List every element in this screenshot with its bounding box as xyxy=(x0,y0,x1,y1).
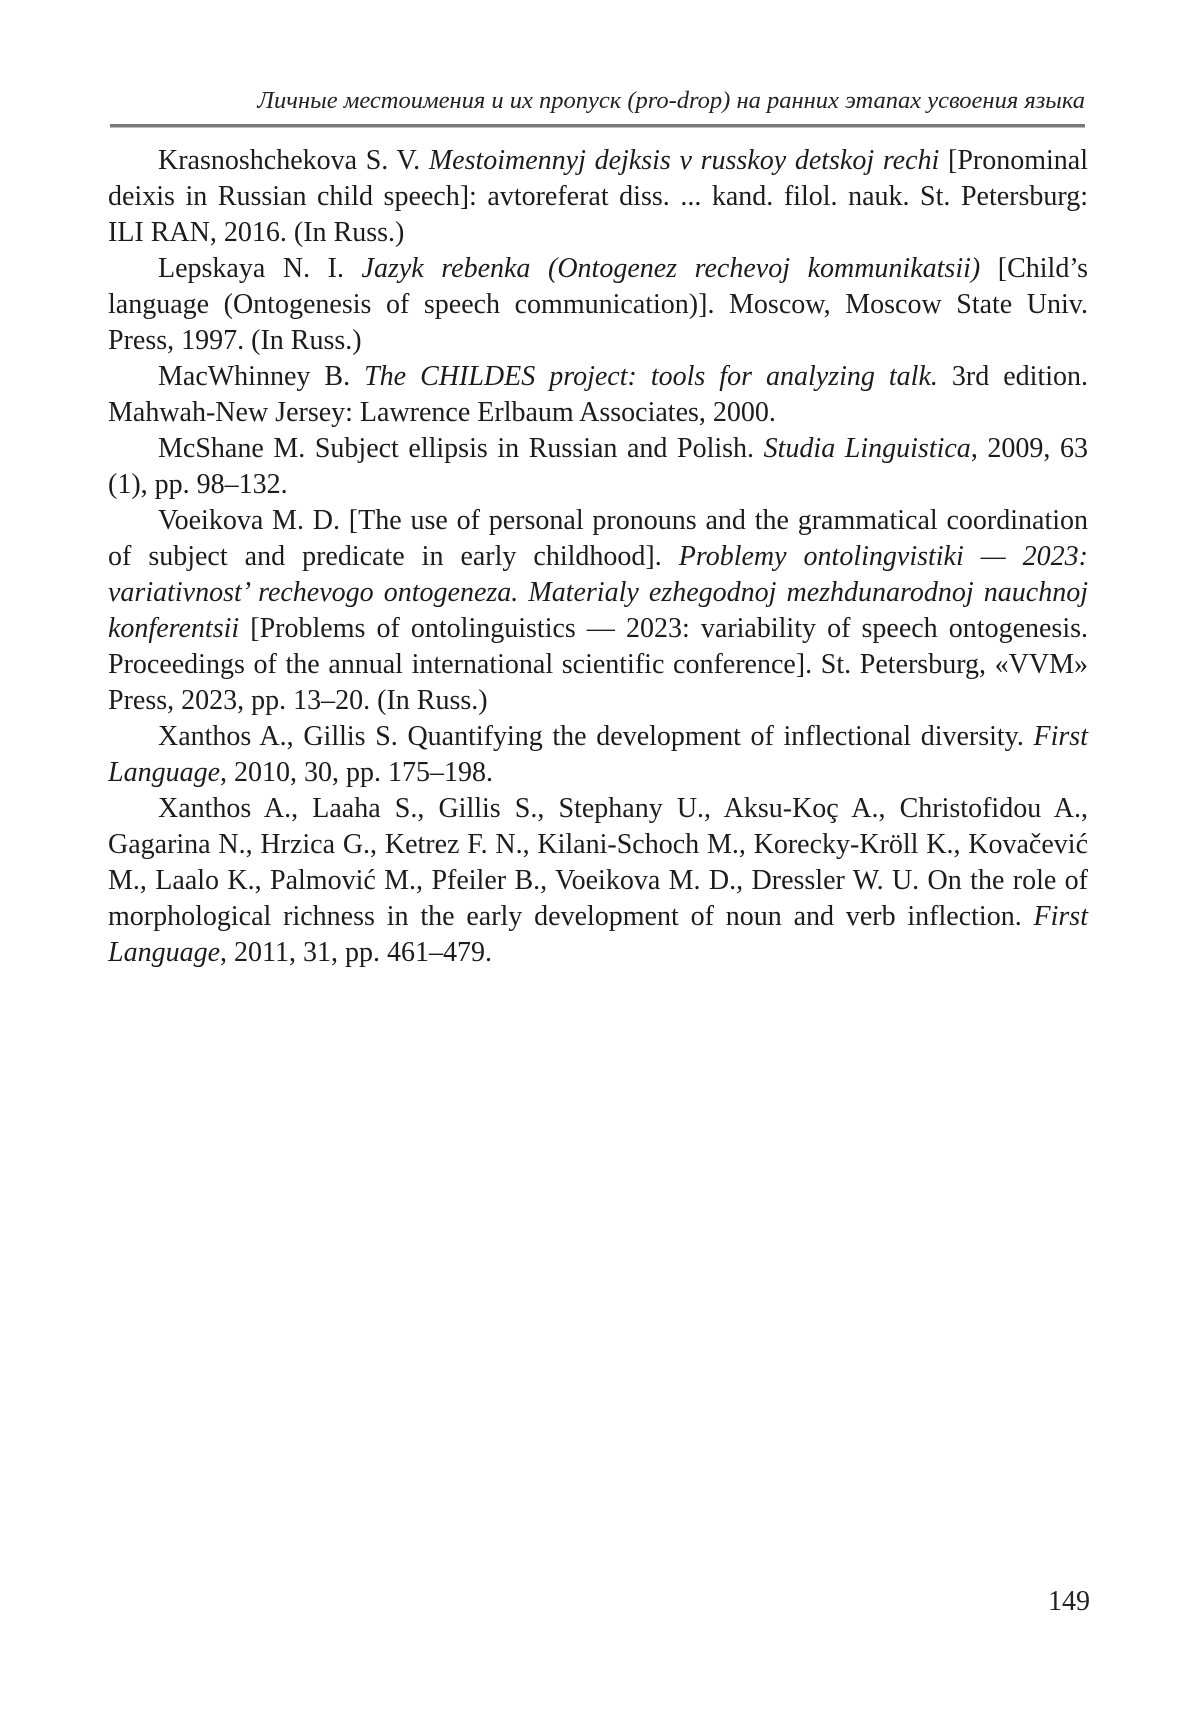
reference-text: Krasnoshchekova S. V. xyxy=(158,145,429,176)
reference-text: , 2011, 31, pp. 461–479. xyxy=(220,937,492,968)
reference-title-italic: First Language xyxy=(108,721,1088,788)
references-list xyxy=(108,143,1088,971)
running-header xyxy=(110,86,1085,128)
reference-text: McShane M. Subject ellipsis in Russian and Polish. xyxy=(158,433,764,464)
reference-entry xyxy=(108,719,1088,791)
reference-text: 3rd edition. Mahwah-New Jersey: Lawrence Erlbaum Associates, 2000. xyxy=(108,361,1089,428)
reference-title-italic: Jazyk rebenka (Ontogenez rechevoj kommunikatsii) xyxy=(361,253,981,284)
reference-entry xyxy=(108,791,1088,971)
reference-entry xyxy=(108,503,1088,719)
reference-text: [Problems of ontolinguistics — 2023: variability of speech ontogenesis. Proceedings of the annual international scientific conference]. St. Petersburg, «VVM» Press, 2023, pp. 13–20. (In Russ.) xyxy=(108,613,1088,716)
reference-text: , 2009, 63 (1), pp. 98–132. xyxy=(108,433,1088,500)
header-rule xyxy=(110,124,1085,128)
reference-text: [Child’s language (Ontogenesis of speech communication)]. Moscow, Moscow State Univ. Press, 1997. (In Russ.) xyxy=(108,253,1089,356)
reference-entry xyxy=(108,143,1088,251)
reference-text: Lepskaya N. I. xyxy=(158,253,362,284)
reference-title-italic: Mestoimennyj dejksis v russkoy detskoj rechi xyxy=(428,145,940,176)
reference-entry xyxy=(108,359,1088,431)
reference-title-italic: Problemy ontolingvistiki — 2023: variativnost’ rechevogo ontogeneza. Materialy ezhegodnoj mezhdunarodnoj nauchnoj konferentsii xyxy=(108,541,1088,644)
reference-text: , 2010, 30, pp. 175–198. xyxy=(220,757,493,788)
reference-title-italic: First Language xyxy=(108,901,1088,968)
reference-text: Voeikova M. D. [The use of personal pronouns and the grammatical coordination of subject and predicate in early childhood]. xyxy=(108,505,1088,572)
reference-text: MacWhinney B. xyxy=(158,361,365,392)
reference-text: Xanthos A., Laaha S., Gillis S., Stephany U., Aksu-Koç A., Christofidou A., Gagarina N., Hrzica G., Ketrez F. N., Kilani-Schoch M., Korecky-Kröll K., Kovačević M., Laalo K., Palmović M., Pfeiler B., Voeikova M. D., Dressler W. U. On the role of morphological richness in the early development of noun and verb inflection. xyxy=(108,793,1088,932)
reference-text: Xanthos A., Gillis S. Quantifying the development of inflectional diversity. xyxy=(158,721,1034,752)
reference-text: [Pronominal deixis in Russian child speech]: avtoreferat diss. ... kand. filol. nauk. St. Petersburg: ILI RAN, 2016. (In Russ.) xyxy=(108,145,1088,248)
page-number: 149 xyxy=(1048,1586,1090,1617)
reference-title-italic: The CHILDES project: tools for analyzing talk. xyxy=(364,361,938,392)
reference-title-italic: Studia Linguistica xyxy=(763,433,971,464)
reference-entry xyxy=(108,431,1088,503)
reference-entry xyxy=(108,251,1088,359)
running-title: Личные местоимения и их пропуск (pro-drop) на ранних этапах усвоения языка xyxy=(257,87,1085,114)
